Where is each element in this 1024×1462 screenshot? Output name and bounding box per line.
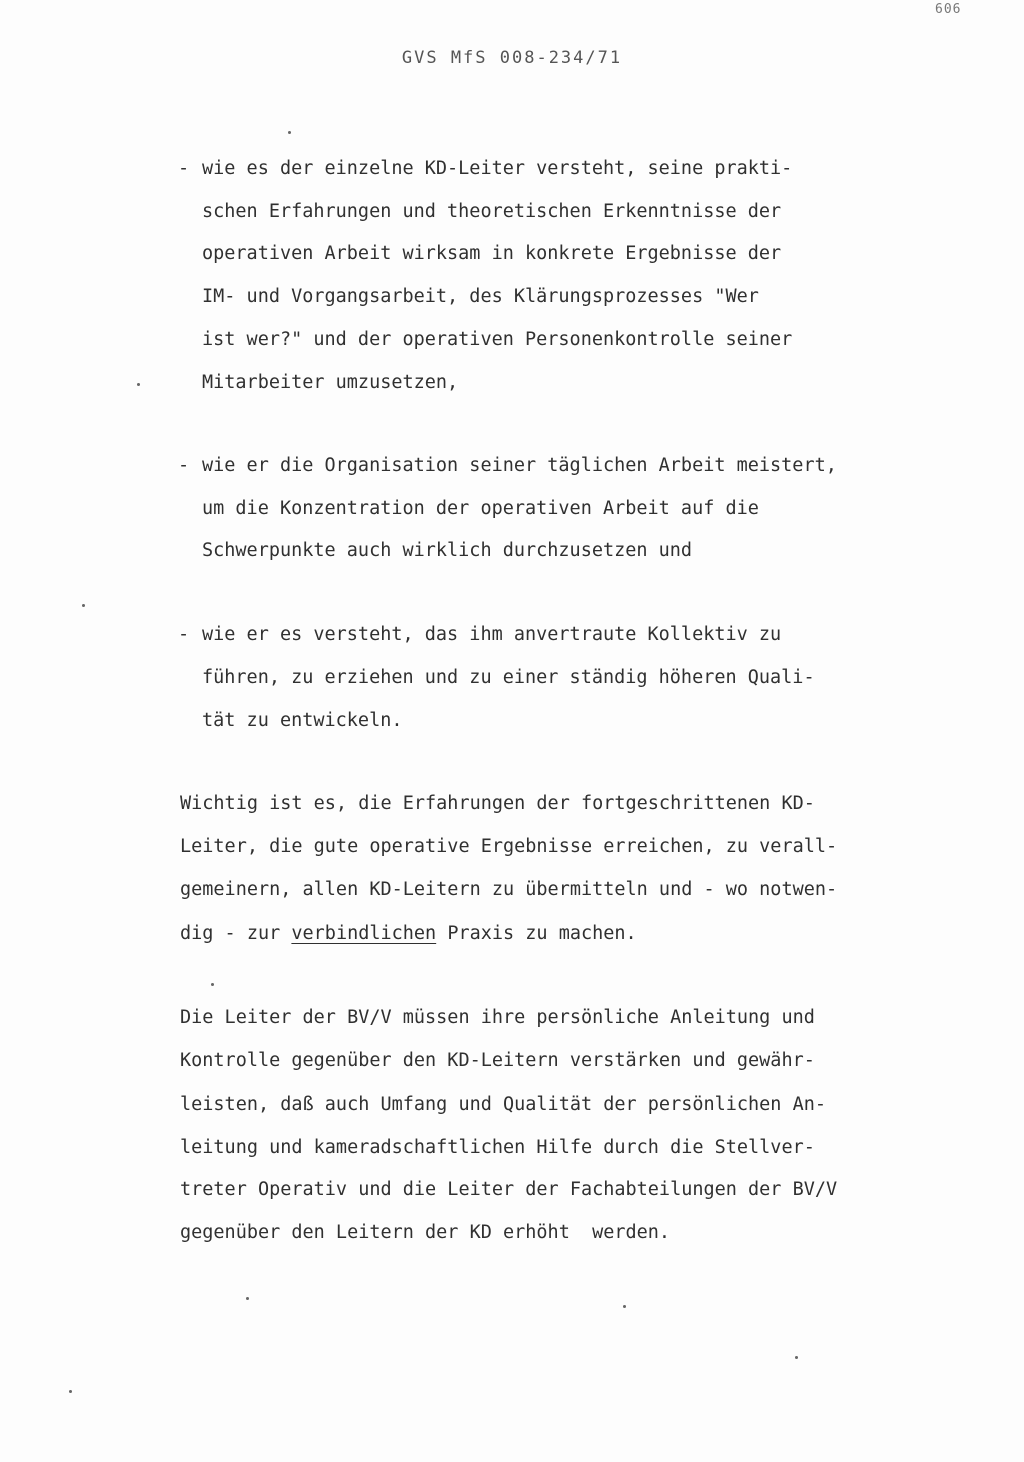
paragraph-1-line-1: Wichtig ist es, die Erfahrungen der fortgeschrittenen KD- [180, 793, 815, 814]
bullet-2-line-1: wie er die Organisation seiner täglichen Arbeit meistert, [202, 455, 837, 476]
paragraph-1-line-3: gemeinern, allen KD-Leitern zu übermitteln und - wo notwen- [180, 879, 838, 900]
underlined-word: verbindlichen [291, 923, 437, 944]
bullet-1-line-3: operativen Arbeit wirksam in konkrete Ergebnisse der [202, 243, 782, 264]
paragraph-2-line-5: treter Operativ und die Leiter der Fachabteilungen der BV/V [180, 1179, 838, 1200]
bullet-3-line-2: führen, zu erziehen und zu einer ständig höheren Quali- [202, 667, 815, 688]
bullet-1-line-6: Mitarbeiter umzusetzen, [202, 372, 459, 393]
scan-speck [82, 604, 85, 607]
bullet-1-line-2: schen Erfahrungen und theoretischen Erkenntnisse der [202, 201, 782, 222]
scan-speck [211, 983, 214, 986]
bullet-2-line-3: Schwerpunkte auch wirklich durchzusetzen und [202, 540, 693, 561]
paragraph-1-line-2: Leiter, die gute operative Ergebnisse erreichen, zu verall- [180, 836, 838, 857]
bullet-1-line-1: wie es der einzelne KD-Leiter versteht, seine prakti- [202, 158, 793, 179]
document-header: GVS MfS 008-234/71 [401, 48, 623, 68]
paragraph-2-line-3: leisten, daß auch Umfang und Qualität der persönlichen An- [180, 1094, 827, 1115]
paragraph-2-line-2: Kontrolle gegenüber den KD-Leitern verstärken und gewähr- [180, 1050, 815, 1071]
scan-speck [623, 1305, 626, 1308]
paragraph-1-line-4 [180, 925, 637, 944]
bullet-dash: - [178, 624, 190, 645]
scan-speck [137, 383, 140, 386]
scan-speck [246, 1297, 249, 1300]
bullet-dash: - [178, 455, 190, 476]
bullet-dash: - [178, 158, 190, 179]
scan-speck [69, 1390, 72, 1393]
bullet-3-line-1: wie er es versteht, das ihm anvertraute Kollektiv zu [202, 624, 782, 645]
paragraph-2-line-4: leitung und kameradschaftlichen Hilfe durch die Stellver- [180, 1137, 815, 1158]
bullet-2-line-2: um die Konzentration der operativen Arbeit auf die [202, 498, 759, 519]
bullet-1-line-5: ist wer?" und der operativen Personenkontrolle seiner [202, 329, 793, 350]
paragraph-1-line-4-start: dig - zur [180, 923, 292, 944]
bullet-1-line-4: IM- und Vorgangsarbeit, des Klärungsprozesses "Wer [202, 286, 759, 307]
scan-speck [795, 1356, 798, 1359]
scan-speck [288, 131, 291, 134]
paragraph-2-line-1: Die Leiter der BV/V müssen ihre persönliche Anleitung und [180, 1007, 815, 1028]
page-number: 606 [935, 2, 962, 17]
paragraph-1-line-4-end: Praxis zu machen. [436, 923, 637, 944]
paragraph-2-line-6: gegenüber den Leitern der KD erhöht werden. [180, 1222, 671, 1243]
bullet-3-line-3: tät zu entwickeln. [202, 710, 403, 731]
